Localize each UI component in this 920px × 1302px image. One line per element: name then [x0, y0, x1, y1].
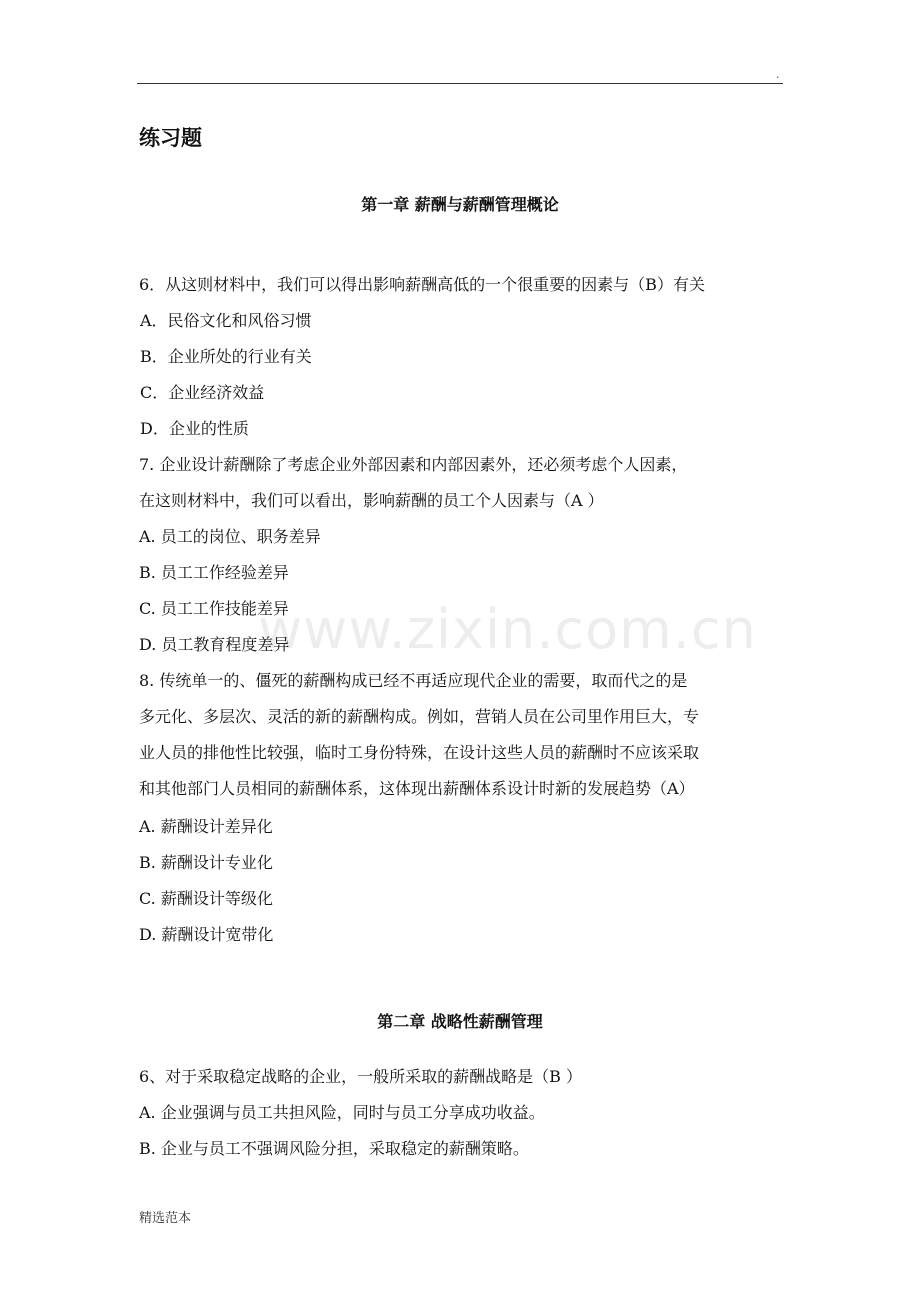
ch1-q6-option-a: A．民俗文化和风俗习惯	[140, 311, 312, 330]
ch1-q6-option-d: D．企业的性质	[140, 419, 249, 438]
page-footer: 精选范本	[139, 1211, 192, 1226]
ch1-q7-stem-line-2: 在这则材料中，我们可以看出，影响薪酬的员工个人因素与（A ）	[139, 491, 604, 510]
chapter-2-heading: 第二章 战略性薪酬管理	[377, 1012, 543, 1031]
ch1-q8-stem-line-2: 多元化、多层次、灵活的新的薪酬构成。例如，营销人员在公司里作用巨大，专	[139, 707, 700, 726]
ch1-q7-option-b: B. 员工工作经验差异	[139, 563, 289, 582]
header-rule	[137, 83, 783, 84]
ch1-q8-option-d: D. 薪酬设计宽带化	[139, 925, 274, 944]
ch2-q6-option-b: B. 企业与员工不强调风险分担，采取稳定的薪酬策略。	[139, 1139, 529, 1158]
ch1-q8-option-b: B. 薪酬设计专业化	[139, 853, 273, 872]
ch1-q8-stem-line-4: 和其他部门人员相同的薪酬体系，这体现出薪酬体系设计时新的发展趋势（A）	[139, 779, 695, 798]
ch1-q7-option-d: D. 员工教育程度差异	[139, 635, 290, 654]
ch1-q8-stem-line-1: 8. 传统单一的、僵死的薪酬构成已经不再适应现代企业的需要，取而代之的是	[139, 671, 688, 690]
ch1-q6-stem: 6．从这则材料中，我们可以得出影响薪酬高低的一个很重要的因素与（B）有关	[139, 275, 705, 294]
watermark: www.zixin.com.cn	[258, 598, 757, 661]
header-dot: .	[776, 68, 780, 81]
ch1-q8-stem-line-3: 业人员的排他性比较强，临时工身份特殊，在设计这些人员的薪酬时不应该采取	[139, 743, 700, 762]
ch1-q7-option-c: C. 员工工作技能差异	[139, 599, 289, 618]
ch1-q6-option-c: C．企业经济效益	[140, 383, 265, 402]
ch2-q6-stem: 6、对于采取稳定战略的企业，一般所采取的薪酬战略是（B ）	[139, 1067, 583, 1086]
ch1-q7-option-a: A. 员工的岗位、职务差异	[139, 527, 321, 546]
ch2-q6-option-a: A. 企业强调与员工共担风险，同时与员工分享成功收益。	[139, 1103, 545, 1122]
document-title: 练习题	[139, 126, 202, 150]
chapter-1-heading: 第一章 薪酬与薪酬管理概论	[361, 195, 559, 214]
ch1-q6-option-b: B．企业所处的行业有关	[140, 347, 312, 366]
ch1-q7-stem-line-1: 7. 企业设计薪酬除了考虑企业外部因素和内部因素外，还必须考虑个人因素，	[139, 455, 688, 474]
ch1-q8-option-a: A. 薪酬设计差异化	[139, 817, 273, 836]
ch1-q8-option-c: C. 薪酬设计等级化	[139, 889, 273, 908]
